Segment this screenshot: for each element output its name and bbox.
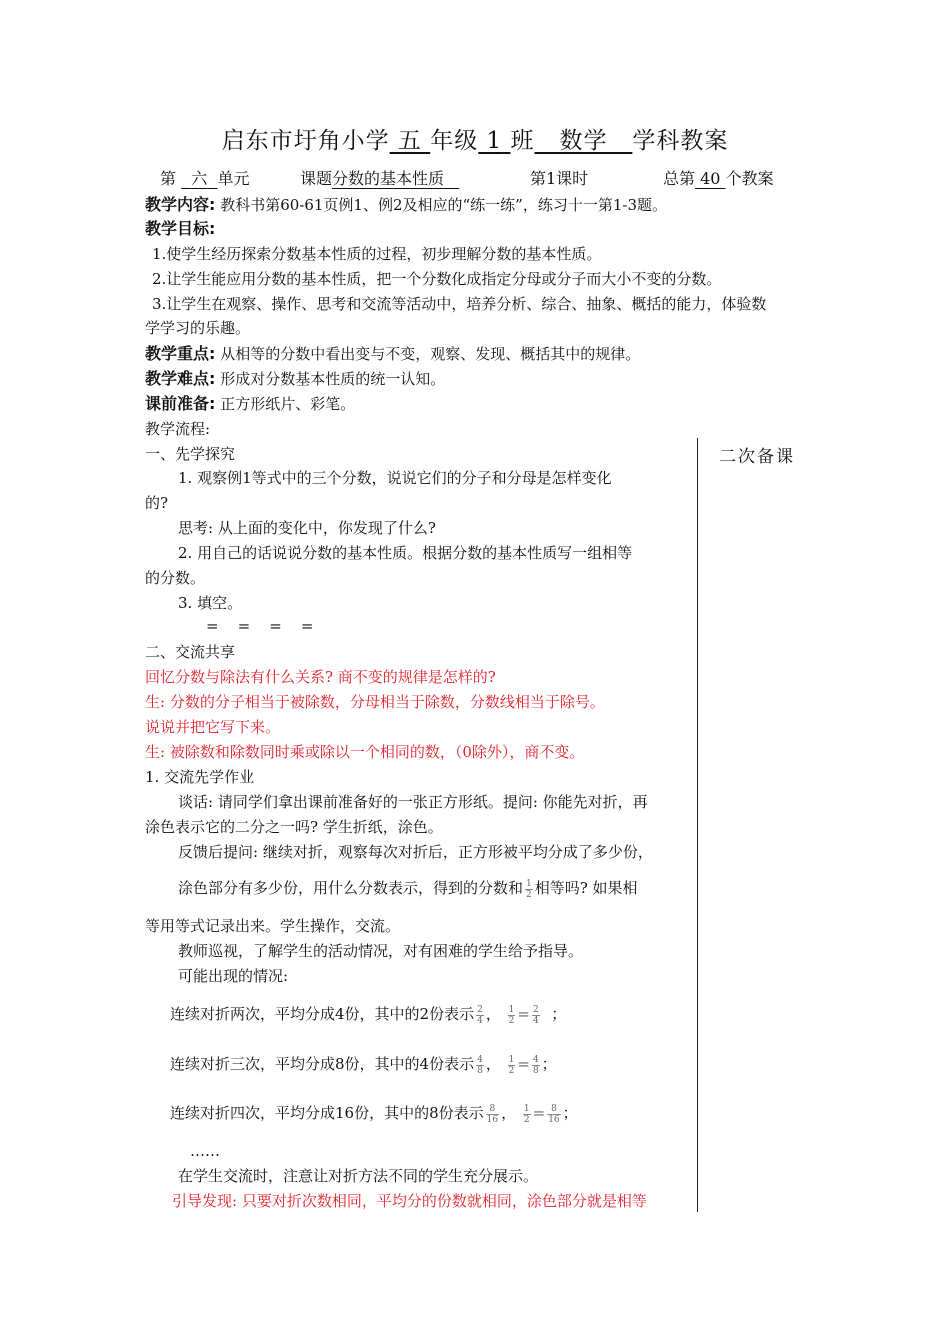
- page-title: 启东市圩角小学 五 年级 1 班 数学 学科教案: [221, 128, 729, 154]
- period-info: 第1课时: [530, 169, 589, 188]
- feedback-question-continued: 涂色部分有多少份，用什么分数表示，得到的分数和 $\frac{1}{2}$ 相等吗? 如果相: [178, 878, 638, 900]
- case-fold-three-times: 连续对折三次，平均分成8份，其中的4份表示 $\frac{4}{8}$ ， $\frac{1}{2}$ = $\frac{4}{8}$ ；: [170, 1054, 557, 1076]
- section-1-heading: 一、先学探究: [145, 445, 236, 463]
- teacher-tour: 教师巡视，了解学生的活动情况，对有困难的学生给予指导。: [178, 942, 584, 960]
- ellipsis: ……: [190, 1142, 220, 1160]
- question-3: 3. 填空。: [178, 594, 243, 612]
- flow-heading: 教学流程:: [145, 420, 211, 438]
- talk-prompt-continued: 涂色表示它的二分之一吗? 学生折纸，涂色。: [145, 818, 443, 836]
- talk-prompt: 谈话: 请同学们拿出课前准备好的一张正方形纸。提问: 你能先对折，再: [178, 793, 648, 811]
- preparation: 课前准备: 正方形纸片、彩笔。: [145, 394, 356, 413]
- column-divider: [697, 438, 698, 1212]
- feedback-question-end: 等用等式记录出来。学生操作，交流。: [145, 917, 401, 935]
- question-2-continued: 的分数。: [145, 569, 206, 587]
- second-prep-label: 二次备课: [719, 447, 795, 467]
- key-point: 教学重点: 从相等的分数中看出变与不变，观察、发现、概括其中的规律。: [145, 344, 641, 363]
- goals-heading: 教学目标:: [145, 219, 216, 238]
- goal-3-continued: 学学习的乐趣。: [145, 319, 251, 337]
- question-1: 1. 观察例1等式中的三个分数，说说它们的分子和分母是怎样变化: [178, 469, 612, 487]
- think-prompt: 思考: 从上面的变化中，你发现了什么?: [178, 519, 436, 537]
- difficulty-point: 教学难点: 形成对分数基本性质的统一认知。: [145, 369, 446, 388]
- guided-discovery: 引导发现: 只要对折次数相同，平均分的份数就相同，涂色部分就是相等: [172, 1192, 647, 1210]
- exchange-note: 在学生交流时，注意让对折方法不同的学生充分展示。: [178, 1167, 539, 1185]
- question-1-continued: 的?: [145, 494, 169, 512]
- case-fold-twice: 连续对折两次，平均分成4份，其中的2份表示 $\frac{2}{4}$ ， $\frac{1}{2}$ = $\frac{2}{4}$ ；: [170, 1004, 567, 1026]
- question-2: 2. 用自己的话说说分数的基本性质。根据分数的基本性质写一组相等: [178, 544, 633, 562]
- teaching-content: 教学内容: 教科书第60-61页例1、例2及相应的“练一练”，练习十一第1-3题。: [145, 195, 668, 214]
- fraction-one-half: $\frac{1}{2}$: [526, 878, 532, 900]
- possible-cases: 可能出现的情况:: [178, 967, 289, 985]
- goal-1: 1.使学生经历探索分数基本性质的过程，初步理解分数的基本性质。: [152, 245, 602, 263]
- case-fold-four-times: 连续对折四次，平均分成16份，其中的8份表示 $\frac{8}{16}$ ， $\frac{1}{2}$ = $\frac{8}{16}$ ；: [170, 1103, 578, 1125]
- goal-3: 3.让学生在观察、操作、思考和交流等活动中，培养分析、综合、抽象、概括的能力，体验数: [152, 295, 767, 313]
- feedback-question: 反馈后提问: 继续对折，观察每次对折后，正方形被平均分成了多少份，: [178, 843, 653, 861]
- total-info: 总第 40 个教案: [663, 169, 774, 188]
- section-2-heading: 二、交流共享: [145, 643, 236, 661]
- goal-2: 2.让学生能应用分数的基本性质，把一个分数化成指定分母或分子而大小不变的分数。: [152, 270, 722, 288]
- write-down-prompt: 说说并把它写下来。: [145, 718, 281, 736]
- unit-info: 第 六 单元: [160, 169, 250, 188]
- recall-question: 回忆分数与除法有什么关系? 商不变的规律是怎样的?: [145, 668, 496, 686]
- topic-info: 课题分数的基本性质: [300, 169, 445, 188]
- exchange-homework: 1. 交流先学作业: [145, 768, 255, 786]
- student-answer-2: 生: 被除数和除数同时乘或除以一个相同的数，（0除外），商不变。: [145, 743, 585, 761]
- fill-blanks: = = = =: [206, 617, 314, 635]
- student-answer-1: 生: 分数的分子相当于被除数，分母相当于除数，分数线相当于除号。: [145, 693, 605, 711]
